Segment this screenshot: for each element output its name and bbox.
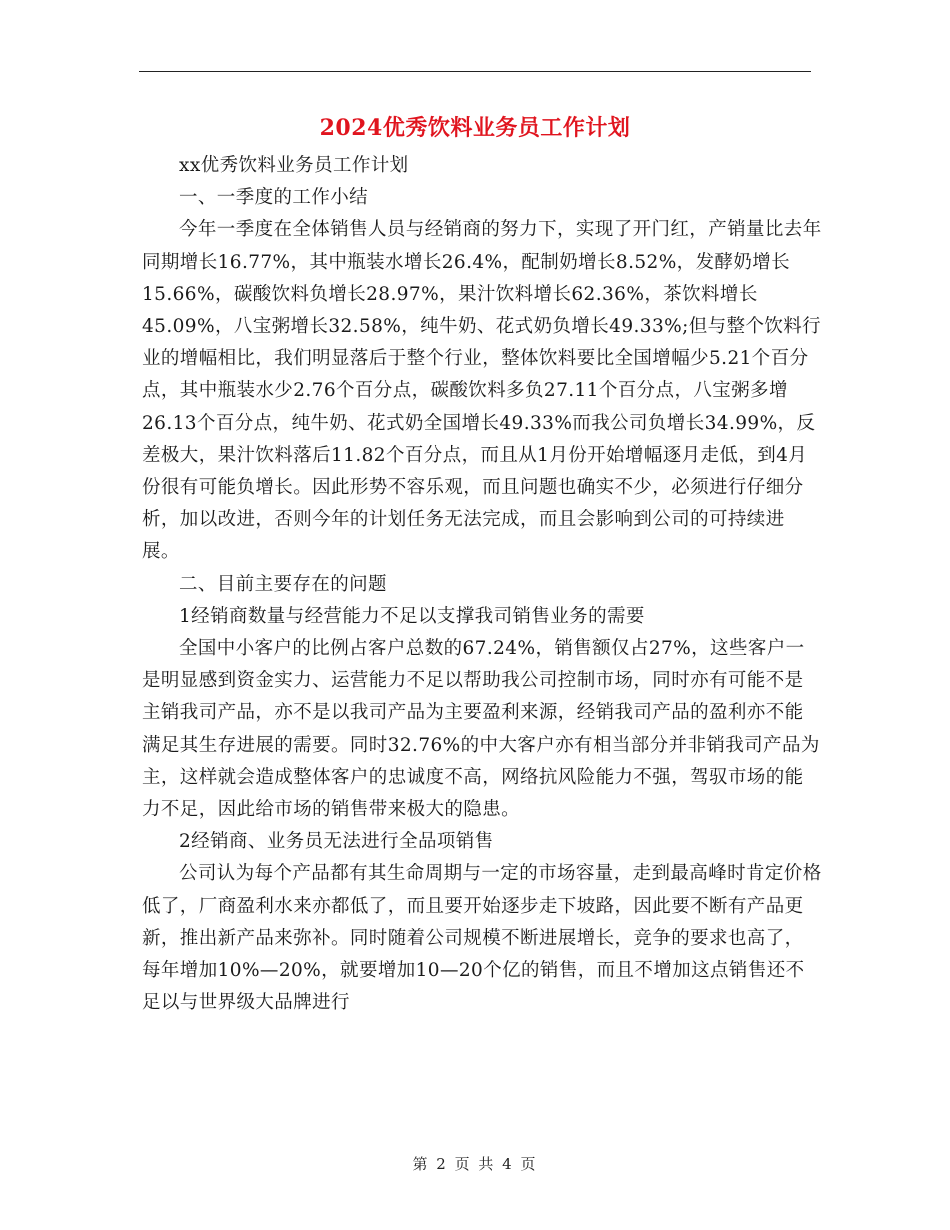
body-paragraph: 公司认为每个产品都有其生命周期与一定的市场容量，走到最高峰时肯定价格低了，厂商盈利水来亦都低了，而且要开始逐步走下坡路，因此要不断有产品更新，推出新产品来弥补。同时随着公司规模不断进展增长，竞争的要求也高了，每年增加10%—20%，就要增加10—20个亿的销售，而且不增加这点销售还不足以与世界级大品牌进行 xyxy=(142,863,822,1014)
subtitle-paragraph: xx优秀饮料业务员工作计划 xyxy=(179,155,409,176)
document-title: 2024优秀饮料业务员工作计划 xyxy=(319,115,631,141)
page-footer: 第 2 页 共 4 页 xyxy=(412,1155,538,1173)
subsection-heading-1: 1经销商数量与经营能力不足以支撑我司销售业务的需要 xyxy=(179,605,645,627)
section-heading-1: 一、一季度的工作小结 xyxy=(179,187,369,209)
body-paragraph: 今年一季度在全体销售人员与经销商的努力下，实现了开门红，产销量比去年同期增长16.77%，其中瓶装水增长26.4%，配制奶增长8.52%，发酵奶增长15.66%，碳酸饮料负增长28.97%，果汁饮料增长62.36%，茶饮料增长45.09%，八宝粥增长32.58%，纯牛奶、花式奶负增长49.33%;但与整个饮料行业的增幅相比，我们明显落后于整个行业，整体饮料要比全国增幅少5.21个百分点，其中瓶装水少2.76个百分点，碳酸饮料多负27.11个百分点，八宝粥多增26.13个百分点，纯牛奶、花式奶全国增长49.33%而我公司负增长34.99%，反差极大，果汁饮料落后11.82个百分点，而且从1月份开始增幅逐月走低，到4月份很有可能负增长。因此形势不容乐观，而且问题也确实不少，必须进行仔细分析，加以改进，否则今年的计划任务无法完成，而且会影响到公司的可持续进展。 xyxy=(142,219,822,563)
subsection-heading-2: 2经销商、业务员无法进行全品项销售 xyxy=(179,831,494,853)
body-paragraph: 全国中小客户的比例占客户总数的67.24%，销售额仅占27%，这些客户一是明显感到资金实力、运营能力不足以帮助我公司控制市场，同时亦有可能不是主销我司产品，亦不是以我司产品为主要盈利来源，经销我司产品的盈利亦不能满足其生存进展的需要。同时32.76%的中大客户亦有相当部分并非销我司产品为主，这样就会造成整体客户的忠诚度不高，网络抗风险能力不强，驾驭市场的能力不足，因此给市场的销售带来极大的隐患。 xyxy=(142,638,820,821)
header-rule xyxy=(139,71,811,72)
document-body xyxy=(142,150,822,1019)
section-heading-2: 二、目前主要存在的问题 xyxy=(179,573,387,595)
